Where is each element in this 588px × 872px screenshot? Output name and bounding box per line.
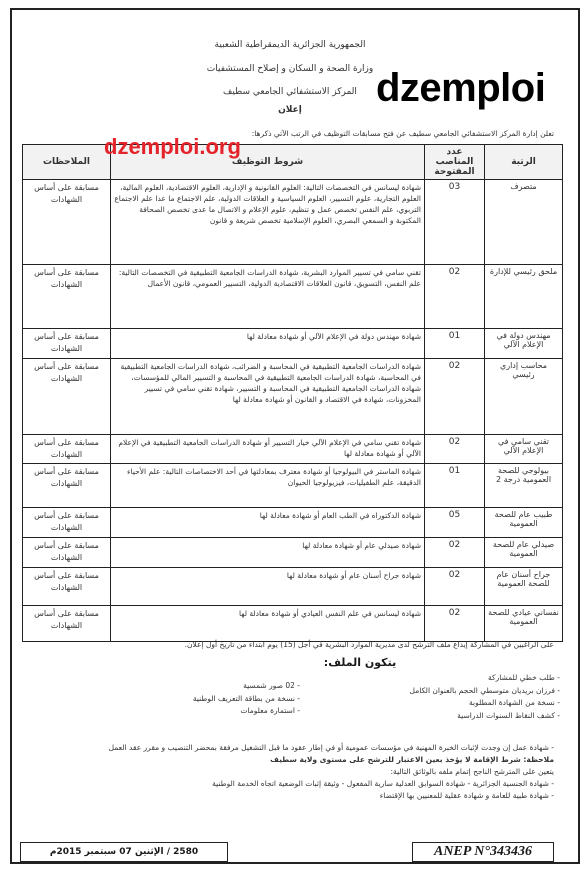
note-cell: مسابقة على أساس الشهادات — [23, 329, 111, 359]
deadline-text: على الراغبين في المشاركة إيداع ملف الترشح لدى مديرية الموارد البشرية في أجل (15) يوم ابتداء من تاريخ أول إعلان. — [184, 640, 554, 649]
note-cell: مسابقة على أساس الشهادات — [23, 464, 111, 508]
table-row — [23, 329, 563, 359]
file-title: يتكون الملف: — [323, 656, 397, 669]
count-cell: 02 — [425, 265, 485, 329]
brand-logo: dzemploi — [376, 66, 546, 110]
table-row — [23, 180, 563, 265]
list-item: - شهادة عمل إن وجدت لإثبات الخبرة المهنية في مؤسسات عمومية أو في إطار عقود ما قبل التشغيل مرفقة بمحضر التنصيب و مقرر عقد العمل — [108, 743, 554, 752]
count-cell: 02 — [425, 606, 485, 642]
header-count: عدد المناصب المفتوحة — [425, 145, 485, 180]
rank-cell: جراح أسنان عام للصحة العمومية — [485, 568, 563, 606]
intro-text: تعلن إدارة المركز الاستشفائي الجامعي سطيف عن فتح مسابقات التوظيف في الرتب الآتي ذكرها: — [251, 129, 554, 138]
list-item: - شهادة طبية للعامة و شهادة عقلية للمعنيين بها الإقتضاء — [379, 791, 554, 800]
conditions-cell: شهادة الماستر في البيولوجيا أو شهادة معترف بمعادلتها في أحد الاختصاصات التالية: علم الأحياء الدقيقة، علم الطفيليات، فيزيولوجيا الحيوان — [111, 464, 425, 508]
list-item: يتعين على المترشح الناجح إتمام ملفه بالوثائق التالية: — [390, 767, 554, 776]
table-row — [23, 508, 563, 538]
file-list-right — [320, 672, 560, 722]
note-cell: مسابقة على أساس الشهادات — [23, 508, 111, 538]
rank-cell: محاسب إداري رئيسي — [485, 359, 563, 435]
note-cell: مسابقة على أساس الشهادات — [23, 265, 111, 329]
conditions-cell: تقني سامي في تسيير الموارد البشرية، شهادة الدراسات الجامعية التطبيقية في التخصصات التالية: علم النفس، التسويق، قانون العلاقات الاقتصادية الدولية، التسيير العمومي، قانون الأعمال — [111, 265, 425, 329]
table-row — [23, 568, 563, 606]
header-hospital: المركز الاستشفائي الجامعي سطيف — [223, 87, 357, 97]
table-row — [23, 606, 563, 642]
conditions-cell: شهادة ليسانس في التخصصات التالية: العلوم القانونية و الإدارية، العلوم الاقتصادية، العلوم المالية، العلوم التجارية، علوم التسيير، العلوم السياسية و العلاقات الدولية، علم الاجتماع ما عدا علم الاجتماع التربوي، علم النفس تخصص عمل و تنظيم، علوم الإعلام و الاتصال ما عدى تخصص الصحافة المكتوبة و السمعي البصري، العلوم الإسلامية تخصص شريعة و قانون — [111, 180, 425, 265]
header-announcement: إعلان — [278, 105, 302, 115]
list-item: - شهادة الجنسية الجزائرية - شهادة السوابق العدلية سارية المفعول - وثيقة إثبات الوضعية اتجاه الخدمة الوطنية — [212, 779, 554, 788]
rank-cell: صيدلي عام للصحة العمومية — [485, 538, 563, 568]
header-rank: الرتبة — [485, 145, 563, 180]
note-cell: مسابقة على أساس الشهادات — [23, 180, 111, 265]
count-cell: 02 — [425, 568, 485, 606]
conditions-cell: شهادة الدكتوراه في الطب العام أو شهادة معادلة لها — [111, 508, 425, 538]
rank-cell: ملحق رئيسي للإدارة — [485, 265, 563, 329]
rank-cell: بيولوجي للصحة العمومية درجة 2 — [485, 464, 563, 508]
table-row — [23, 265, 563, 329]
note-cell: مسابقة على أساس الشهادات — [23, 606, 111, 642]
count-cell: 02 — [425, 435, 485, 464]
notes-block — [24, 742, 554, 802]
note-cell: مسابقة على أساس الشهادات — [23, 568, 111, 606]
count-cell: 02 — [425, 538, 485, 568]
note-cell: مسابقة على أساس الشهادات — [23, 538, 111, 568]
conditions-cell: شهادة ليسانس في علم النفس العيادي أو شهادة معادلة لها — [111, 606, 425, 642]
file-list-left — [150, 680, 300, 718]
rank-cell: مهندس دولة في الإعلام الآلي — [485, 329, 563, 359]
rank-cell: متصرف — [485, 180, 563, 265]
conditions-cell: شهادة الدراسات الجامعية التطبيقية في المحاسبة و الضرائب، شهادة الدراسات الجامعية التطبيقية في المحاسبة، شهادة الدراسات الجامعية التطبيقية في المحاسبة و التسيير المالي للمؤسسات، شهادة الدراسات الجامعية التطبيقية في المحاسبة و التسيير، شهادة تقني سامي في تسيير المخزونات، شهادة في الاقتصاد و القانون أو شهادة معادلة لها — [111, 359, 425, 435]
header-notes: الملاحظات — [23, 145, 111, 180]
table-row — [23, 538, 563, 568]
list-item: - طلب خطي للمشاركة — [487, 673, 560, 682]
count-cell: 02 — [425, 359, 485, 435]
table-row — [23, 359, 563, 435]
count-cell: 01 — [425, 329, 485, 359]
list-item: - نسخة من الشهادة المطلوبة — [468, 698, 560, 707]
note-cell: مسابقة على أساس الشهادات — [23, 435, 111, 464]
list-item: ملاحظة: شرط الإقامة لا يؤخذ بعين الاعتبار للترشح على مستوى ولاية سطيف — [270, 755, 554, 764]
conditions-cell: شهادة صيدلي عام أو شهادة معادلة لها — [111, 538, 425, 568]
rank-cell: نفساني عيادي للصحة العمومية — [485, 606, 563, 642]
watermark-text: dzemploi.org — [104, 134, 241, 159]
rank-cell: تقني سامي في الإعلام الآلي — [485, 435, 563, 464]
list-item: - استمارة معلومات — [240, 706, 300, 715]
header-republic: الجمهورية الجزائرية الديمقراطية الشعبية — [214, 40, 366, 50]
list-item: - كشف النقاط السنوات الدراسية — [457, 710, 560, 720]
table-row — [23, 435, 563, 464]
header-ministry: وزارة الصحة و السكان و إصلاح المستشفيات — [206, 64, 374, 74]
rank-cell: طبيب عام للصحة العمومية — [485, 508, 563, 538]
header-conditions: شروط التوظيف — [111, 145, 425, 180]
list-item: - فرزان بريديان متوسطي الحجم بالعنوان الكامل — [409, 685, 560, 695]
note-cell: مسابقة على أساس الشهادات — [23, 359, 111, 435]
publication-date: 2580 / الإثنين 07 سبتمبر 2015م — [20, 842, 228, 862]
count-cell: 01 — [425, 464, 485, 508]
list-item: - نسخة من بطاقة التعريف الوطنية — [192, 693, 300, 703]
jobs-table — [22, 144, 563, 642]
conditions-cell: شهادة تقني سامي في الإعلام الآلي خيار التسيير أو شهادة الدراسات الجامعية التطبيقية في الإعلام الآلي أو شهادة معادلة لها — [111, 435, 425, 464]
count-cell: 05 — [425, 508, 485, 538]
table-row — [23, 464, 563, 508]
count-cell: 03 — [425, 180, 485, 265]
conditions-cell: شهادة مهندس دولة في الإعلام الآلي أو شهادة معادلة لها — [111, 329, 425, 359]
conditions-cell: شهادة جراح أسنان عام أو شهادة معادلة لها — [111, 568, 425, 606]
anep-reference: ANEP N°343436 — [412, 842, 554, 862]
list-item: - 02 صور شمسية — [243, 681, 300, 690]
